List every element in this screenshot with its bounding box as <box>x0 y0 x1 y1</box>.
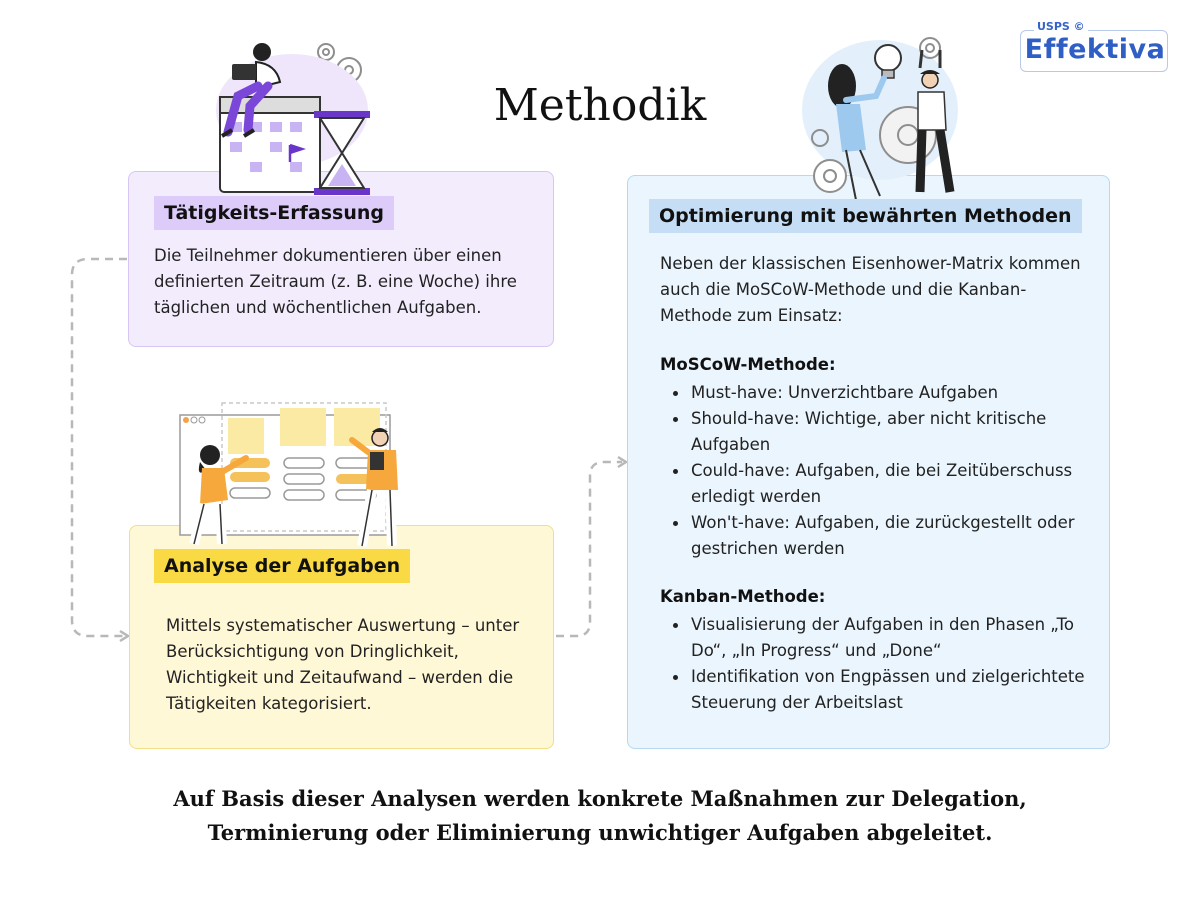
list-item: Should-have: Wichtige, aber nicht kritische Aufgaben <box>660 406 1090 458</box>
step2-description: Mittels systematischer Auswertung – unter Berücksichtigung von Dringlichkeit, Wichtigkeit und Zeitaufwand – werden die Tätigkeiten kategorisiert. <box>166 616 520 713</box>
connector-arrow-step2-to-step3 <box>556 462 622 636</box>
list-item: Could-have: Aufgaben, die bei Zeitüberschuss erledigt werden <box>660 458 1090 510</box>
page-title: Methodik <box>493 80 707 131</box>
list-item: Must-have: Unverzichtbare Aufgaben <box>660 380 1090 406</box>
list-item: Visualisierung der Aufgaben in den Phasen „To Do“, „In Progress“ und „Done“ <box>660 612 1090 664</box>
logo-superscript: USPS © <box>1034 20 1088 33</box>
kanban-list <box>660 612 1090 716</box>
step1-description: Die Teilnehmer dokumentieren über einen definierten Zeitraum (z. B. eine Woche) ihre täglichen und wöchentlichen Aufgaben. <box>154 246 517 317</box>
moscow-list <box>660 380 1090 562</box>
kanban-heading: Kanban-Methode: <box>660 587 826 606</box>
conclusion-text <box>0 782 1200 850</box>
conclusion-line-1: Auf Basis dieser Analysen werden konkrete Maßnahmen zur Delegation, <box>173 786 1027 811</box>
list-item: Identifikation von Engpässen und zielgerichtete Steuerung der Arbeitslast <box>660 664 1090 716</box>
conclusion-line-2: Terminierung oder Eliminierung unwichtiger Aufgaben abgeleitet. <box>207 820 993 845</box>
logo-frame <box>1020 30 1168 72</box>
connector-arrow-step1-to-step2 <box>72 259 127 636</box>
list-item: Won't-have: Aufgaben, die zurückgestellt oder gestrichen werden <box>660 510 1090 562</box>
logo-name: Effektiva <box>1024 34 1166 65</box>
step1-label: Tätigkeits-Erfassung <box>154 196 394 230</box>
moscow-heading: MoSCoW-Methode: <box>660 355 836 374</box>
step2-label: Analyse der Aufgaben <box>154 549 410 583</box>
brand-logo <box>1020 18 1170 74</box>
step3-label: Optimierung mit bewährten Methoden <box>649 199 1082 233</box>
step3-intro: Neben der klassischen Eisenhower-Matrix kommen auch die MoSCoW-Methode und die Kanban-Methode zum Einsatz: <box>660 254 1081 325</box>
